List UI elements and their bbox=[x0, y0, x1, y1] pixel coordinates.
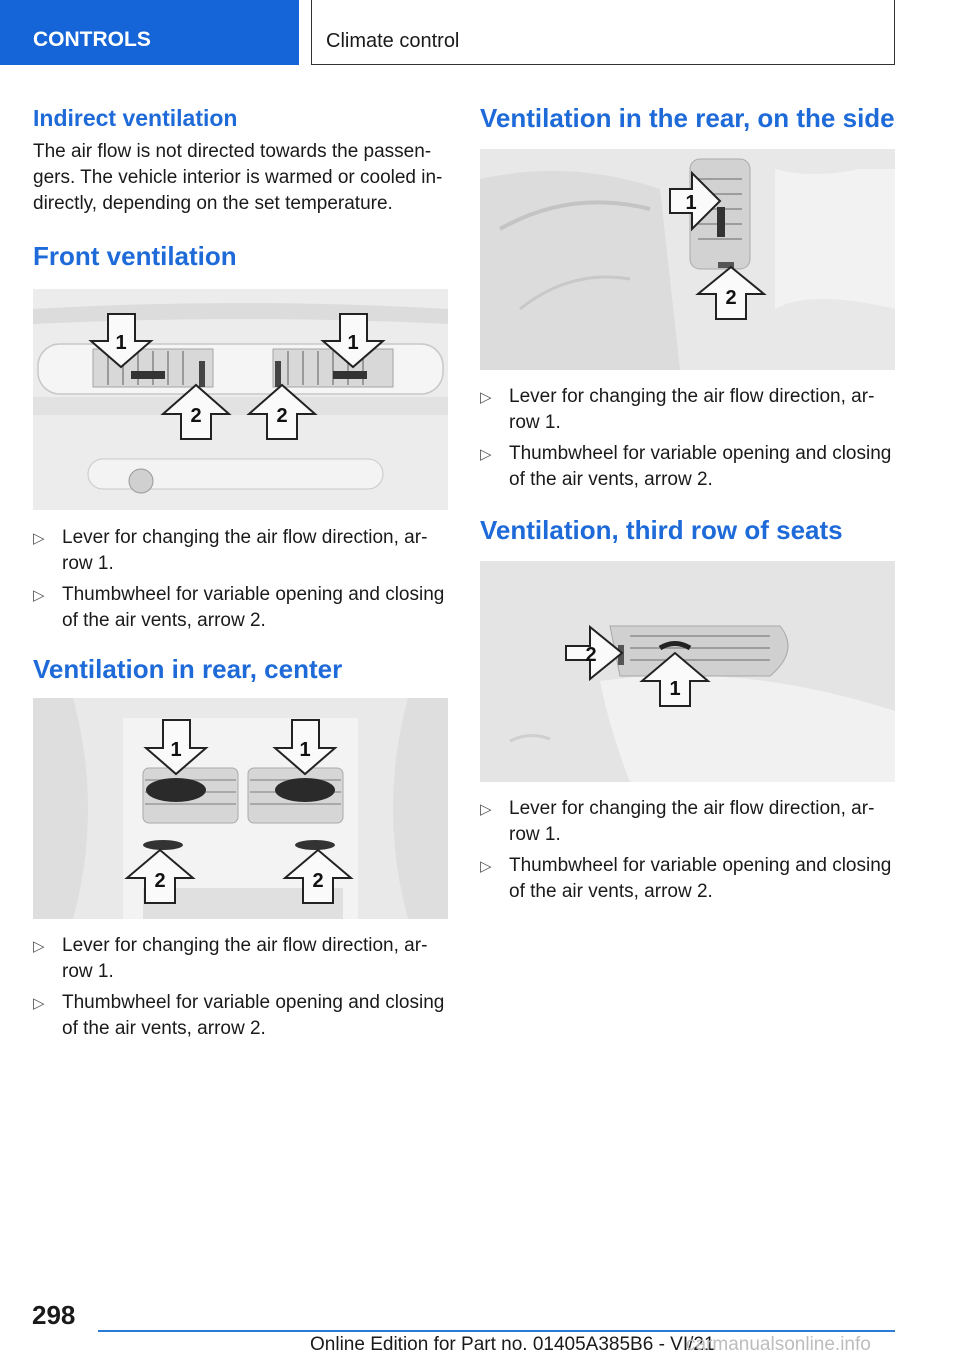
list-item: ▷ Thumbwheel for variable opening and closing of the air vents, arrow 2. bbox=[480, 855, 892, 902]
page-number: 298 bbox=[32, 1300, 76, 1330]
list-item: ▷ Lever for changing the air flow direction, ar‐ row 1. bbox=[480, 386, 875, 433]
rear-side-ventilation-figure bbox=[480, 149, 895, 370]
chapter-title-box bbox=[311, 0, 895, 65]
figure-label-1: 1 bbox=[170, 739, 182, 761]
list-item: ▷ Thumbwheel for variable opening and closing of the air vents, arrow 2. bbox=[33, 992, 445, 1039]
third-row-ventilation-heading: Ventilation, third row of seats bbox=[480, 515, 843, 545]
indirect-ventilation-heading: Indirect ventilation bbox=[33, 105, 238, 131]
list-item: ▷ Lever for changing the air flow direction, ar‐ row 1. bbox=[480, 798, 875, 845]
figure-label-1: 1 bbox=[115, 332, 127, 354]
figure-label-2: 2 bbox=[190, 405, 202, 427]
figure-label-1: 1 bbox=[669, 678, 681, 700]
rear-side-ventilation-heading: Ventilation in the rear, on the side bbox=[480, 103, 895, 133]
edition-note: Online Edition for Part no. 01405A385B6 - VI/21 bbox=[310, 1334, 715, 1355]
list-item: ▷ Lever for changing the air flow direction, ar‐ row 1. bbox=[33, 935, 428, 982]
front-ventilation-figure bbox=[33, 289, 448, 510]
rear-center-ventilation-heading: Ventilation in rear, center bbox=[33, 654, 343, 684]
bullet-triangle-icon: ▷ bbox=[33, 587, 45, 604]
rear-side-ventilation-list bbox=[480, 384, 895, 493]
footer-divider bbox=[98, 1330, 895, 1332]
right-column bbox=[480, 103, 895, 910]
bullet-triangle-icon: ▷ bbox=[33, 530, 45, 547]
chapter-title: Climate control bbox=[326, 30, 460, 52]
figure-label-2: 2 bbox=[276, 405, 288, 427]
figure-label-2: 2 bbox=[312, 870, 324, 892]
third-row-ventilation-list bbox=[480, 796, 895, 905]
figure-label-2: 2 bbox=[154, 870, 166, 892]
rear-center-ventilation-list bbox=[33, 933, 448, 1042]
bullet-triangle-icon: ▷ bbox=[33, 995, 45, 1012]
bullet-triangle-icon: ▷ bbox=[480, 801, 492, 818]
third-row-ventilation-figure bbox=[480, 561, 895, 782]
chapter-tab bbox=[0, 0, 299, 65]
front-ventilation-list bbox=[33, 525, 448, 634]
bullet-triangle-icon: ▷ bbox=[480, 389, 492, 406]
figure-label-1: 1 bbox=[347, 332, 359, 354]
left-column bbox=[33, 103, 448, 1047]
watermark: carmanualsonline.info bbox=[686, 1334, 871, 1355]
rear-center-ventilation-figure bbox=[33, 698, 448, 919]
figure-label-1: 1 bbox=[299, 739, 311, 761]
front-ventilation-heading: Front ventilation bbox=[33, 241, 237, 271]
list-item: ▷ Thumbwheel for variable opening and closing of the air vents, arrow 2. bbox=[33, 584, 445, 631]
list-item: ▷ Lever for changing the air flow direction, ar‐ row 1. bbox=[33, 527, 428, 574]
bullet-triangle-icon: ▷ bbox=[480, 858, 492, 875]
list-item: ▷ Thumbwheel for variable opening and closing of the air vents, arrow 2. bbox=[480, 443, 892, 490]
bullet-triangle-icon: ▷ bbox=[480, 446, 492, 463]
section-title: CONTROLS bbox=[33, 28, 151, 51]
figure-label-2: 2 bbox=[585, 644, 597, 666]
figure-label-1: 1 bbox=[685, 192, 697, 214]
figure-label-2: 2 bbox=[725, 287, 737, 309]
indirect-ventilation-text: The air flow is not directed towards the passen‐ gers. The vehicle interior is warmed or cooled in‐ directly, depending on the set temperature. bbox=[33, 141, 443, 214]
bullet-triangle-icon: ▷ bbox=[33, 938, 45, 955]
